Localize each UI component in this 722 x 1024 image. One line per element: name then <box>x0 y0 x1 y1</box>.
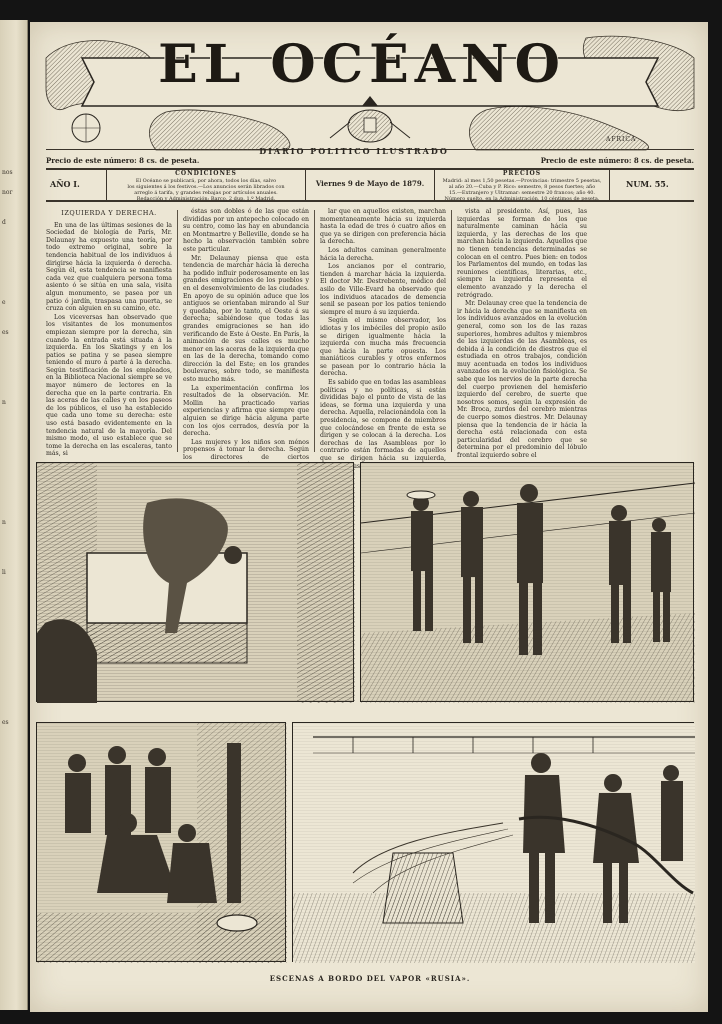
article-paragraph: En una de las últimas sesiones de la Sociedad de biología de París, Mr. Delaunay ha expuesto una teoría, por todo extremo original, sobre la tendencia habitual de los individuos á dirigirse hácia la izquierda ó derecha. Según él, esta tendencia se manifiesta cada vez que cualquiera persona toma asiento ó se sitúa en una sala, visita algun monumento, se pasea por un patio ó jardín, traspasa una puerta, se cruza con alguien en su camino, etc. <box>46 221 172 313</box>
article-column-1 <box>46 208 172 458</box>
article-column-4 <box>457 208 587 459</box>
article-paragraph: Es sabido que en todas las asambleas políticas y no políticas, si están divididas bajo el punto de vista de las ideas, se forma una izquierda y una derecha. Aquella, relacionándola con la presidencia, se compone de miembros que colocándose en frente de esta se dirigen y se colocan á la derecha. Los derechas de las Asambleas por lo contrario están formadas de aquellos que se dirigen hácia su izquierda, <box>320 379 447 462</box>
price-row <box>46 156 694 168</box>
article-paragraph: lar que en aquellos existen, marchan momentaneamente hácia su izquierda hasta la edad de tres ó cuatro años en que ya se dirigen con preferencia hácia la derecha. <box>320 208 446 246</box>
prices-title: PRECIOS <box>502 170 542 177</box>
engravings-caption: ESCENAS A BORDO DEL VAPOR «RUSIA». <box>269 974 471 983</box>
article-paragraph: Mr. Delaunay piensa que esta tendencia de marchar hácia la derecha ha podido influir poderosamente en las grandes emigraciones de los pueblos y en el desenvolvimiento de las ciudades. En apoyo de su opinión aduce que los antiguos se orientaban mirando al Sur y quedaba, por lo tanto, el Oeste á su derecha; sabiéndose que todas las grandes emigraciones se han ido verificando de Este á Oeste. En París, la animación de sus calles es mucho menor en las aceras de la izquierda que en las de la derecha, tomando como dirección la del Este; en los grandes boulevares, sobre todo, se manifiesta esto mucho más. <box>183 254 309 384</box>
conditions-line: Redacción y Administración: Barco, 2 dup. 1.º Madrid. <box>136 196 276 202</box>
article-paragraph: Según el mismo observador, los idiotas y los imbéciles del propio asilo se dirigen igualmente hácia la izquierda con mucha más frecuencia que hácia la parte opuesta. Los maniáticos curables y otros enfermos se pasean por lo contrario hácia la derecha. <box>320 317 446 378</box>
article-paragraph: Los adultos caminan generalmente hácia la derecha. <box>320 246 446 262</box>
conditions-line: los siguientes á los festivos.—Los anuncios serán librados con <box>127 184 285 190</box>
engraving-deck-passengers <box>360 462 694 702</box>
article-paragraph: Las mujeres y los niños son ménos propensos á tomar la derecha. Según los directores de ciertos <box>183 438 309 461</box>
prices-line: Madrid: al mes 1,50 pesetas.—Provincias: trimestre 5 pesetas, <box>442 178 602 184</box>
engraving-deck-washing <box>292 722 694 962</box>
article-heading: IZQUIERDA Y DERECHA. <box>61 209 157 217</box>
adjacent-page-edge: nos nor d e es n n li es <box>0 20 28 1010</box>
year-label: AÑO I. <box>50 179 80 189</box>
article-column-3 <box>320 208 447 462</box>
prices-box <box>434 170 610 200</box>
article-paragraph: La experimentación confirma los resultados de la observación. Mr. Mollin ha practicado varias experiencias y afirma que siempre que alguien se dirige hácia alguna parte con los ojos cerrados, desvía por la derecha. <box>183 384 309 438</box>
article-paragraph: éstas son dobles ó de las que están divididas por un antepecho colocado en su centro, como las hay en abundancia en Montmartre y Belleville, donde se ha hecho la observación también sobre este particular. <box>183 208 309 253</box>
conditions-box <box>106 170 306 200</box>
engraving-cabin-scene <box>36 462 354 702</box>
conditions-line: arreglo á tarifa, y grandes rebajas por artículos anuales. <box>134 190 278 196</box>
price-right: Precio de este número: 8 cs. de peseta. <box>540 156 694 165</box>
price-left: Precio de este número: 8 cs. de peseta. <box>46 156 200 165</box>
article-paragraph: Los viceversas han observado que los visitantes de los monumentos empiezan siempre por la derecha, sin cuando la entrada está situada á la izquierda. En los Skatings y en los patios se patina y se pasea siempre teniendo el muro á parte á la derecha. Según testificación de los empleados, en la Biblioteca Nacional siempre se ve mayor número de lectores en la derecha que en la parte contraria. En las aceras de las calles y en los paseos de los públicos, el uso ha establecido que cada uno tome su derecha: este uso está basado evidentemente en la tendencia natural de la mayoría. Del mismo modo, el uso establece que se tome la derecha en las escaleras, tanto más, si <box>46 313 172 458</box>
map-label-africa: AFRICA <box>606 136 637 143</box>
article-paragraph: Los ancianos por el contrario, tienden á marchar hácia la izquierda. El doctor Mr. Destrebente, médico del asilo de Ville-Evard ha observado que los individuos atacados de demencia senil se pasean por los patios teniendo siempre el muro á su izquierda. <box>320 263 446 316</box>
conditions-line: El Océano se publicará, por ahora, todos los días, salvo <box>135 178 277 184</box>
prices-line: 15.—Extranjero y Ultramar: semestre 20 francos; año 40. <box>448 190 596 196</box>
article-columns <box>46 208 694 462</box>
article-paragraph: vista al presidente. Así, pues, las izquierdas se forman de los que naturalmente caminan hácia su izquierda, y las derechas de los que marchan hácia la izquierda. Aquellos que no tienen tendencias determinadas se colocan en el centro. Pues bien: en todos los Parlamentos del mundo, en todas las reuniones científicas, literarias, etc., siempre la izquierda representa el elemento avanzado y la derecha el retrógrado. <box>457 208 587 299</box>
issue-number: NUM. 55. <box>626 179 669 189</box>
engraving-sailors-working <box>36 722 286 962</box>
issue-date: Viernes 9 de Mayo de 1879. <box>315 179 425 188</box>
newspaper-subtitle: DIARIO POLITICO ILUSTRADO <box>259 146 449 156</box>
prices-line: Número suelto, en la Administración, 10 céntimos de peseta. <box>444 196 600 202</box>
article-paragraph: Mr. Delaunay cree que la tendencia de ir hácia la derecha que se manifiesta en los individuos avanzados en la evolución general, como son los de las razas superiores, hombres adultos y miembros de las izquierdas de las Asambleas, es debida á la condición de diestros que el estudiada en otros trabajos, condición muy acentuada en todos los individuos avanzados en la evolución fisiológica. Se sabe que los nervios de la parte derecha del cuerpo provienen del hemisferio izquierdo del cerebro, de suerte que nosotros somos, según la expresión de Mr. Broca, zurdos del cerebro mientras de cuerpo somos diestros. Mr. Delaunay piensa que la tendencia de ir hácia la derecha está relacionada con esta particularidad del cerebro que se determina por el predominio del lóbulo frontal izquierdo sobre el <box>457 300 587 459</box>
masthead <box>46 28 694 150</box>
conditions-title: CONDICIONES <box>175 170 237 177</box>
article-column-2 <box>183 208 309 461</box>
newspaper-title: EL OCÉANO <box>158 34 566 95</box>
column-divider <box>451 210 452 452</box>
newspaper-page <box>30 22 708 1012</box>
prices-line: al año 20.—Cuba y P. Rico: semestre, 8 pesos fuertes; año <box>448 184 596 190</box>
column-divider <box>177 210 178 452</box>
column-divider <box>314 210 315 452</box>
info-row <box>46 168 694 202</box>
